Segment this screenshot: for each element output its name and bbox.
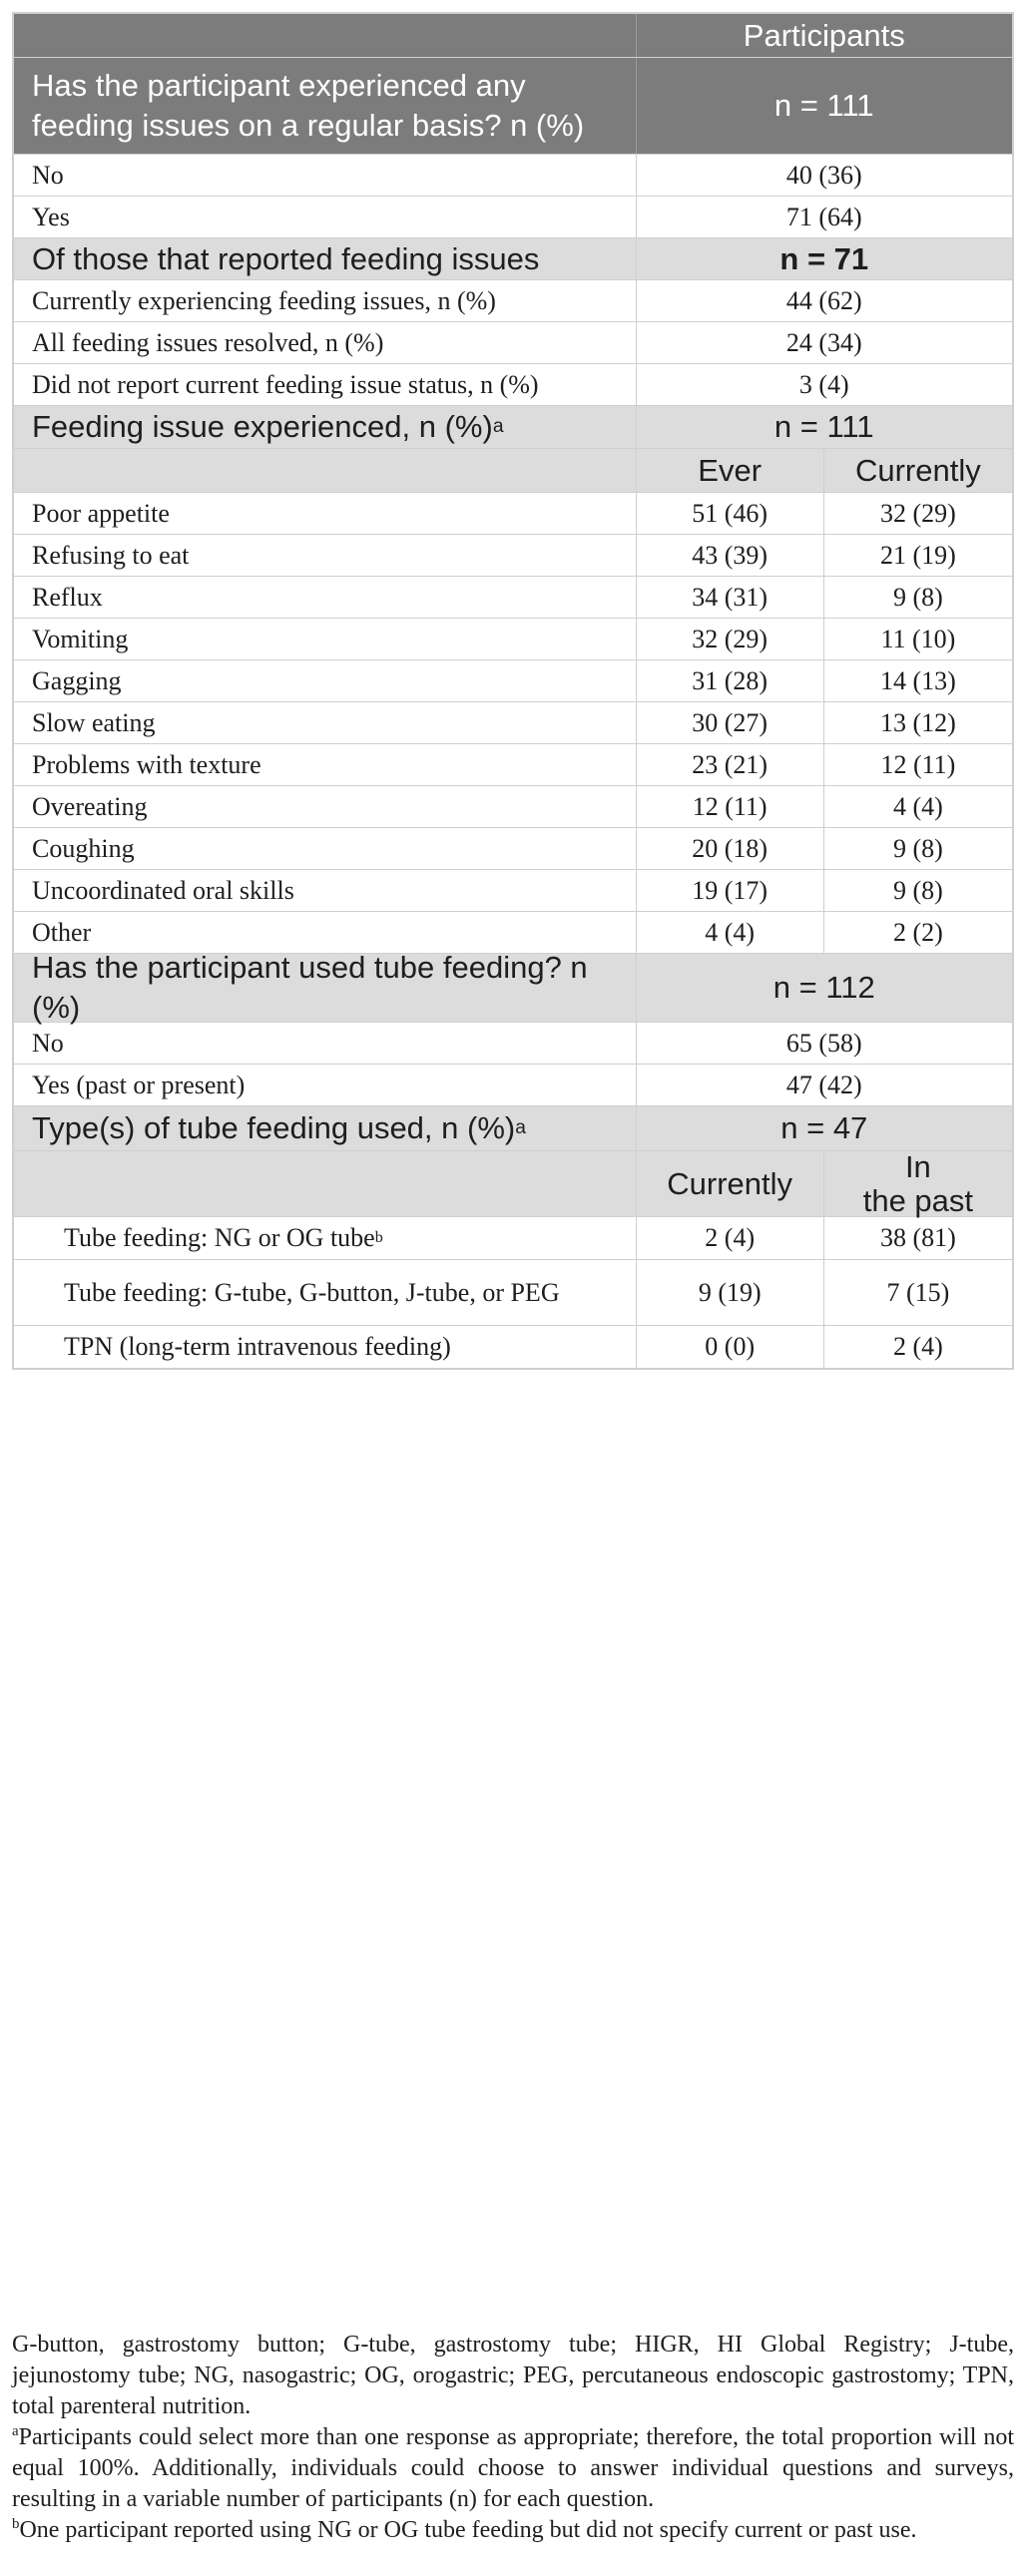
row-ever: 23 (21) <box>637 744 824 785</box>
section-header-row <box>14 406 1012 449</box>
row-currently: 9 (8) <box>892 875 943 905</box>
row-value: 24 (34) <box>785 327 862 357</box>
table-row <box>14 828 1012 870</box>
section-n: n = 111 <box>773 409 874 444</box>
table-header-row <box>14 14 1012 58</box>
row-ever: 30 (27) <box>637 702 824 743</box>
section-n: n = 71 <box>779 240 869 276</box>
row-label: All feeding issues resolved, n (%) <box>14 322 637 363</box>
row-currently: 14 (13) <box>879 665 956 695</box>
section-title: Of those that reported feeding issues <box>14 238 637 279</box>
row-past: 7 (15) <box>886 1277 950 1307</box>
table-row <box>14 702 1012 744</box>
row-ever: 31 (28) <box>637 660 824 701</box>
row-label: Refusing to eat <box>14 535 637 576</box>
row-past: 38 (81) <box>879 1223 956 1252</box>
abbreviations-note: G-button, gastrostomy button; G-tube, gastrostomy tube; HIGR, HI Global Registry; J-tube, jejunostomy tube; NG, nasogastric; OG, orogastric; PEG, percutaneous endoscopic gastrostomy; TPN, total parenteral nutrition. <box>12 2332 1014 2419</box>
row-currently: 2 (2) <box>892 917 943 947</box>
table-row <box>14 197 1012 238</box>
q1-question-row <box>14 58 1012 155</box>
row-value: 3 (4) <box>798 369 849 399</box>
row-value: 44 (62) <box>785 285 862 315</box>
table-row <box>14 493 1012 535</box>
row-label: Coughing <box>14 828 637 869</box>
q3-question: Has the participant used tube feeding? n (%) <box>14 954 637 1022</box>
row-label: Did not report current feeding issue status, n (%) <box>14 364 637 405</box>
column-currently: Currently <box>637 1151 824 1216</box>
row-label: No <box>14 155 637 196</box>
row-label: Yes <box>14 197 637 237</box>
table-row <box>14 535 1012 577</box>
column-currently: Currently <box>854 452 981 488</box>
footnote-b-mark: b <box>12 2516 20 2532</box>
table-row <box>14 364 1012 406</box>
row-label: Vomiting <box>14 619 637 659</box>
row-label: Slow eating <box>14 702 637 743</box>
table-row <box>14 1065 1012 1106</box>
row-label: Yes (past or present) <box>14 1065 637 1105</box>
feeding-issues-table <box>12 12 1014 1370</box>
row-ever: 4 (4) <box>637 912 824 953</box>
row-currently: 4 (4) <box>892 791 943 821</box>
row-label: TPN (long-term intravenous feeding) <box>14 1326 637 1368</box>
row-ever: 12 (11) <box>637 786 824 827</box>
section-title-text: Feeding issue experienced, n (%) <box>32 409 493 444</box>
row-label: Poor appetite <box>14 493 637 534</box>
section-n: n = 47 <box>780 1110 868 1145</box>
row-label: Tube feeding: G-tube, G-button, J-tube, or PEG <box>14 1260 637 1325</box>
row-currently: 12 (11) <box>880 749 956 779</box>
row-label: Problems with texture <box>14 744 637 785</box>
row-label: Uncoordinated oral skills <box>14 870 637 911</box>
row-label: Currently experiencing feeding issues, n (%) <box>14 280 637 321</box>
table-row <box>14 870 1012 912</box>
row-label-text: Tube feeding: NG or OG tube <box>64 1223 375 1252</box>
table-footnotes <box>12 2330 1014 2546</box>
q1-n: n = 111 <box>773 88 874 123</box>
table-row <box>14 155 1012 197</box>
row-ever: 20 (18) <box>637 828 824 869</box>
table-row <box>14 786 1012 828</box>
section-title: Type(s) of tube feeding used, n (%) a <box>14 1106 637 1150</box>
row-label: Tube feeding: NG or OG tube b <box>14 1217 637 1259</box>
row-label: Reflux <box>14 577 637 618</box>
row-currently: 32 (29) <box>879 498 956 528</box>
table-row <box>14 744 1012 786</box>
column-in-the-past-line1: In <box>904 1148 931 1184</box>
column-in-the-past <box>824 1148 1012 1218</box>
participants-column-header: Participants <box>743 17 905 53</box>
table-row <box>14 1023 1012 1065</box>
row-label: Gagging <box>14 660 637 701</box>
row-ever: 51 (46) <box>637 493 824 534</box>
section-title-text: Type(s) of tube feeding used, n (%) <box>32 1110 516 1145</box>
table-row <box>14 1326 1012 1368</box>
row-currently: 9 (8) <box>892 833 943 863</box>
row-label: Overeating <box>14 786 637 827</box>
row-value: 71 (64) <box>785 202 862 231</box>
row-currently: 13 (12) <box>879 707 956 737</box>
row-label: No <box>14 1023 637 1064</box>
row-ever: 43 (39) <box>637 535 824 576</box>
table-row <box>14 577 1012 619</box>
column-in-the-past-line2: the past <box>862 1182 974 1218</box>
footnote-b <box>12 2515 1014 2546</box>
table-row <box>14 322 1012 364</box>
subheader-empty-cell <box>14 449 637 492</box>
header-empty-cell <box>14 14 637 57</box>
row-currently: 9 (19) <box>637 1260 824 1325</box>
row-ever: 34 (31) <box>637 577 824 618</box>
table-row <box>14 619 1012 660</box>
footnote-a-mark: a <box>12 2423 19 2439</box>
row-currently: 21 (19) <box>879 540 956 570</box>
subheader-empty-cell <box>14 1151 637 1216</box>
row-past: 2 (4) <box>892 1332 943 1361</box>
section-title: Feeding issue experienced, n (%) a <box>14 406 637 448</box>
row-ever: 19 (17) <box>637 870 824 911</box>
table-row <box>14 1217 1012 1260</box>
column-ever: Ever <box>637 449 824 492</box>
row-ever: 32 (29) <box>637 619 824 659</box>
subheader-row <box>14 449 1012 493</box>
section-header-row <box>14 238 1012 280</box>
footnote-b-text: One participant reported using NG or OG tube feeding but did not specify current or past use. <box>19 2517 917 2543</box>
section-header-row <box>14 950 1012 1025</box>
row-currently: 9 (8) <box>892 582 943 612</box>
row-currently: 2 (4) <box>637 1217 824 1259</box>
table-row <box>14 1260 1012 1326</box>
q3-n: n = 112 <box>772 970 875 1005</box>
row-currently: 11 (10) <box>880 624 956 653</box>
footnote-a <box>12 2422 1014 2515</box>
row-value: 40 (36) <box>785 160 862 190</box>
row-label: Other <box>14 912 637 953</box>
subheader-row <box>14 1148 1012 1218</box>
table-row <box>14 280 1012 322</box>
table-row <box>14 660 1012 702</box>
section-header-row <box>14 1106 1012 1151</box>
footnote-a-text: Participants could select more than one response as appropriate; therefore, the total proportion will not equal 100%. Additionally, individuals could choose to answer individual questions and surveys, resulting in a variable number of participants (n) for each question. <box>12 2424 1014 2512</box>
row-value: 47 (42) <box>785 1070 862 1099</box>
q1-question: Has the participant experienced any feeding issues on a regular basis? n (%) <box>14 58 637 154</box>
row-currently: 0 (0) <box>637 1326 824 1368</box>
row-value: 65 (58) <box>785 1028 862 1058</box>
